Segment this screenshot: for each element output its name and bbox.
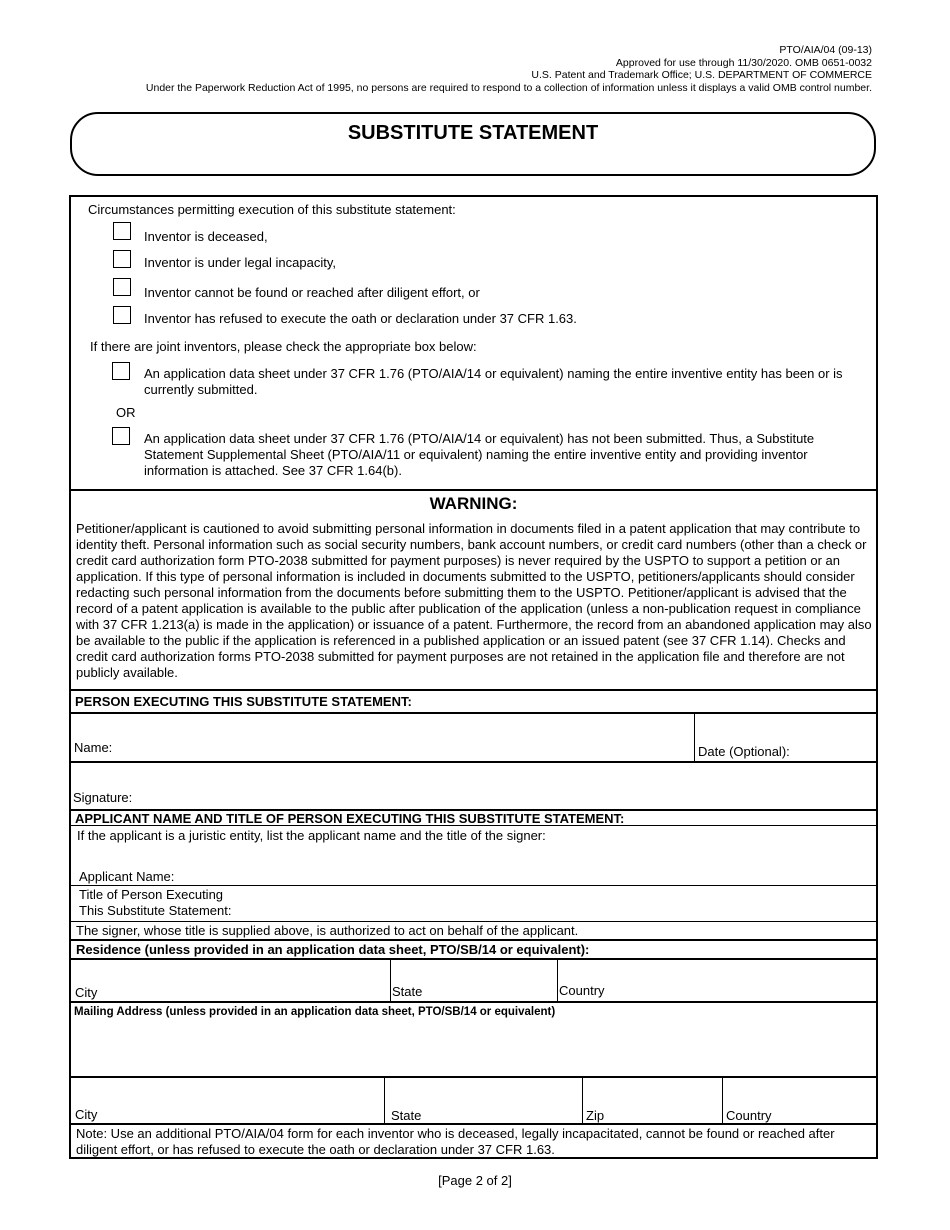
divider xyxy=(694,712,695,761)
divider xyxy=(722,1076,723,1123)
option-deceased: Inventor is deceased, xyxy=(144,229,268,244)
mailing-country-label: Country xyxy=(726,1108,772,1123)
applicant-instruction: If the applicant is a juristic entity, list the applicant name and the title of the signer: xyxy=(77,828,546,843)
option-cannot-be-found: Inventor cannot be found or reached after diligent effort, or xyxy=(144,285,480,300)
form-id: PTO/AIA/04 (09-13) xyxy=(779,44,872,56)
divider xyxy=(557,958,558,1001)
date-label: Date (Optional): xyxy=(698,744,790,759)
checkbox-refused[interactable] xyxy=(113,306,131,324)
page-number: [Page 2 of 2] xyxy=(438,1173,512,1188)
circumstances-intro: Circumstances permitting execution of this substitute statement: xyxy=(88,202,456,217)
divider xyxy=(582,1076,583,1123)
agency-line: U.S. Patent and Trademark Office; U.S. DEPARTMENT OF COMMERCE xyxy=(531,69,872,81)
applicant-name-label: Applicant Name: xyxy=(79,869,175,884)
footnote: Note: Use an additional PTO/AIA/04 form for each inventor who is deceased, legally incapacitated, cannot be found or reached after diligent effort, or has refused to execute the oath or declaration under 37 CFR 1.63. xyxy=(76,1126,835,1157)
mailing-state-label: State xyxy=(391,1108,422,1123)
checkbox-ads-submitted[interactable] xyxy=(112,362,130,380)
divider xyxy=(71,1001,876,1003)
page-title: SUBSTITUTE STATEMENT xyxy=(347,122,599,144)
option-legal-incapacity: Inventor is under legal incapacity, xyxy=(144,255,336,270)
person-heading: PERSON EXECUTING THIS SUBSTITUTE STATEMENT: xyxy=(75,694,412,709)
mailing-heading: Mailing Address (unless provided in an application data sheet, PTO/SB/14 or equivalent) xyxy=(74,1006,556,1018)
or-label: OR xyxy=(116,405,136,420)
divider xyxy=(71,712,876,714)
divider xyxy=(71,885,876,886)
joint-inventors-intro: If there are joint inventors, please check the appropriate box below: xyxy=(90,339,477,354)
checkbox-cannot-be-found[interactable] xyxy=(113,278,131,296)
title-box xyxy=(70,112,876,176)
divider xyxy=(71,1076,876,1078)
divider xyxy=(71,689,876,691)
option-refused: Inventor has refused to execute the oath or declaration under 37 CFR 1.63. xyxy=(144,311,577,326)
mailing-city-label: City xyxy=(75,1107,98,1122)
divider xyxy=(71,489,876,491)
authorization-statement: The signer, whose title is supplied above, is authorized to act on behalf of the applicant. xyxy=(76,923,579,938)
option-ads-submitted: An application data sheet under 37 CFR 1.76 (PTO/AIA/14 or equivalent) naming the entire inventive entity has been or is currently submitted. xyxy=(144,366,843,397)
warning-heading: WARNING: xyxy=(429,494,518,513)
warning-body: Petitioner/applicant is cautioned to avoid submitting personal information in documents filed in a patent application that may contribute to identity theft. Personal information such as social security numbers, bank account numbers, or credit card numbers (other than a check or credit card authorization form PTO-2038 submitted for payment purposes) is never required by the USPTO to support a petition or an application. If this type of personal information is included in documents submitted to the USPTO, petitioners/applicants should consider redacting such personal information from the documents before submitting them to the USPTO. Petitioner/applicant is advised that the record of a patent application is available to the public after publication of the application (unless a non-publication request in compliance with 37 CFR 1.213(a) is made in the application) or issuance of a patent. Furthermore, the record from an abandoned application may also be available to the public if the application is referenced in a published application or an issued patent (see 37 CFR 1.14). Checks and credit card authorization forms PTO-2038 submitted for payment purposes are not retained in the application file and therefore are not publicly available. xyxy=(76,521,872,680)
divider xyxy=(71,1123,876,1125)
divider xyxy=(71,939,876,941)
title-label-line-2: This Substitute Statement: xyxy=(79,903,232,918)
title-label-line-1: Title of Person Executing xyxy=(79,887,224,902)
option-ads-not-submitted: An application data sheet under 37 CFR 1.76 (PTO/AIA/14 or equivalent) has not been submitted. Thus, a Substitute Statement Supplemental Sheet (PTO/AIA/11 or equivalent) naming the entire inventive entity and providing inventor information is attached. See 37 CFR 1.64(b). xyxy=(144,431,815,478)
divider xyxy=(384,1076,385,1123)
residence-country-label: Country xyxy=(559,983,605,998)
name-label: Name: xyxy=(74,740,113,755)
divider xyxy=(71,825,876,826)
residence-city-label: City xyxy=(75,985,98,1000)
signature-label: Signature: xyxy=(73,790,133,805)
applicant-heading: APPLICANT NAME AND TITLE OF PERSON EXECUTING THIS SUBSTITUTE STATEMENT: xyxy=(75,811,625,826)
divider xyxy=(71,761,876,763)
divider xyxy=(71,958,876,960)
omb-approval: Approved for use through 11/30/2020. OMB 0651-0032 xyxy=(615,56,872,69)
divider xyxy=(71,921,876,922)
divider xyxy=(390,958,391,1001)
form-header xyxy=(146,44,872,94)
form-frame xyxy=(69,195,878,1159)
residence-state-label: State xyxy=(392,984,423,999)
checkbox-deceased[interactable] xyxy=(113,222,131,240)
paperwork-notice: Under the Paperwork Reduction Act of 1995, no persons are required to respond to a collection of information unless it displays a valid OMB control number. xyxy=(145,81,872,94)
checkbox-ads-not-submitted[interactable] xyxy=(112,427,130,445)
residence-heading: Residence (unless provided in an application data sheet, PTO/SB/14 or equivalent): xyxy=(76,942,590,957)
checkbox-legal-incapacity[interactable] xyxy=(113,250,131,268)
mailing-zip-label: Zip xyxy=(586,1108,605,1123)
